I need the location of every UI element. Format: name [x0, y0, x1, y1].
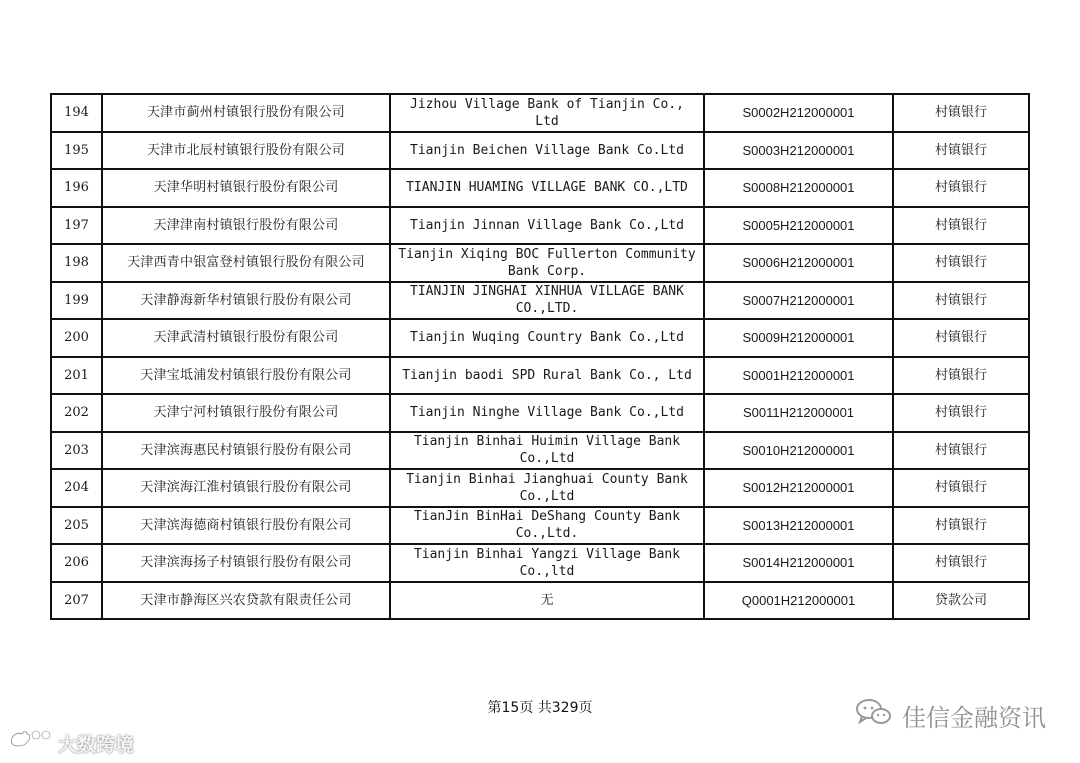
cell-institution-code: S0013H212000001: [704, 507, 893, 545]
cell-chinese-name: 天津静海新华村镇银行股份有限公司: [102, 282, 390, 320]
cell-english-name: 无: [390, 582, 704, 620]
cell-institution-code: S0007H212000001: [704, 282, 893, 320]
institution-table: [50, 93, 1030, 620]
cell-chinese-name: 天津市北辰村镇银行股份有限公司: [102, 132, 390, 170]
cell-institution-type: 村镇银行: [893, 357, 1029, 395]
cell-institution-type: 贷款公司: [893, 582, 1029, 620]
cell-serial-number: 206: [51, 544, 102, 582]
cell-institution-type: 村镇银行: [893, 432, 1029, 470]
table-row: [51, 507, 1029, 545]
cell-institution-type: 村镇银行: [893, 544, 1029, 582]
table-row: [51, 469, 1029, 507]
cell-institution-code: S0005H212000001: [704, 207, 893, 245]
cell-english-name: Tianjin Ninghe Village Bank Co.,Ltd: [390, 394, 704, 432]
table-body: [51, 94, 1029, 619]
cell-institution-code: S0012H212000001: [704, 469, 893, 507]
table-row: [51, 169, 1029, 207]
cell-english-name: Tianjin Binhai Jianghuai County Bank Co.,Ltd: [390, 469, 704, 507]
table-row: [51, 394, 1029, 432]
cell-institution-type: 村镇银行: [893, 469, 1029, 507]
table-row: [51, 282, 1029, 320]
table-row: [51, 544, 1029, 582]
cell-chinese-name: 天津宝坻浦发村镇银行股份有限公司: [102, 357, 390, 395]
cell-serial-number: 198: [51, 244, 102, 282]
cell-institution-code: S0003H212000001: [704, 132, 893, 170]
table-row: [51, 244, 1029, 282]
cell-english-name: Tianjin Xiqing BOC Fullerton Community Bank Corp.: [390, 244, 704, 282]
page-number: 第15页 共329页: [487, 700, 593, 716]
cell-chinese-name: 天津滨海扬子村镇银行股份有限公司: [102, 544, 390, 582]
cell-serial-number: 197: [51, 207, 102, 245]
cell-chinese-name: 天津宁河村镇银行股份有限公司: [102, 394, 390, 432]
cell-institution-type: 村镇银行: [893, 169, 1029, 207]
cell-institution-type: 村镇银行: [893, 132, 1029, 170]
cell-institution-type: 村镇银行: [893, 319, 1029, 357]
cell-chinese-name: 天津市静海区兴农贷款有限责任公司: [102, 582, 390, 620]
cell-institution-code: S0009H212000001: [704, 319, 893, 357]
watermark-left-text: 大数跨境: [58, 734, 135, 756]
cell-chinese-name: 天津滨海惠民村镇银行股份有限公司: [102, 432, 390, 470]
weibo-logo-icon: [8, 726, 54, 761]
cell-institution-code: S0008H212000001: [704, 169, 893, 207]
cell-serial-number: 194: [51, 94, 102, 132]
table-row: [51, 357, 1029, 395]
cell-serial-number: 195: [51, 132, 102, 170]
table-row: [51, 207, 1029, 245]
cell-serial-number: 203: [51, 432, 102, 470]
cell-serial-number: 202: [51, 394, 102, 432]
cell-chinese-name: 天津西青中银富登村镇银行股份有限公司: [102, 244, 390, 282]
cell-institution-code: S0002H212000001: [704, 94, 893, 132]
cell-english-name: TianJin BinHai DeShang County Bank Co.,Ltd.: [390, 507, 704, 545]
table-row: [51, 582, 1029, 620]
wechat-logo-icon: [854, 697, 894, 733]
document-page: [50, 93, 1028, 620]
cell-institution-type: 村镇银行: [893, 507, 1029, 545]
cell-institution-code: S0006H212000001: [704, 244, 893, 282]
cell-institution-code: S0001H212000001: [704, 357, 893, 395]
cell-serial-number: 207: [51, 582, 102, 620]
cell-english-name: Tianjin Binhai Huimin Village Bank Co.,Ltd: [390, 432, 704, 470]
cell-english-name: TIANJIN JINGHAI XINHUA VILLAGE BANK CO.,LTD.: [390, 282, 704, 320]
cell-institution-type: 村镇银行: [893, 282, 1029, 320]
cell-chinese-name: 天津华明村镇银行股份有限公司: [102, 169, 390, 207]
table-row: [51, 132, 1029, 170]
cell-chinese-name: 天津武清村镇银行股份有限公司: [102, 319, 390, 357]
cell-serial-number: 200: [51, 319, 102, 357]
cell-english-name: Tianjin Binhai Yangzi Village Bank Co.,ltd: [390, 544, 704, 582]
table-row: [51, 94, 1029, 132]
cell-institution-type: 村镇银行: [893, 207, 1029, 245]
cell-institution-code: S0010H212000001: [704, 432, 893, 470]
cell-serial-number: 201: [51, 357, 102, 395]
table-row: [51, 319, 1029, 357]
cell-english-name: Tianjin Jinnan Village Bank Co.,Ltd: [390, 207, 704, 245]
cell-english-name: Jizhou Village Bank of Tianjin Co., Ltd: [390, 94, 704, 132]
cell-chinese-name: 天津市蓟州村镇银行股份有限公司: [102, 94, 390, 132]
cell-english-name: Tianjin Wuqing Country Bank Co.,Ltd: [390, 319, 704, 357]
cell-serial-number: 196: [51, 169, 102, 207]
cell-institution-type: 村镇银行: [893, 94, 1029, 132]
cell-english-name: Tianjin Beichen Village Bank Co.Ltd: [390, 132, 704, 170]
table-row: [51, 432, 1029, 470]
watermark-right-text: 佳信金融资讯: [902, 703, 1046, 732]
cell-institution-code: Q0001H212000001: [704, 582, 893, 620]
cell-institution-code: S0014H212000001: [704, 544, 893, 582]
cell-english-name: TIANJIN HUAMING VILLAGE BANK CO.,LTD: [390, 169, 704, 207]
cell-institution-type: 村镇银行: [893, 244, 1029, 282]
cell-serial-number: 204: [51, 469, 102, 507]
cell-chinese-name: 天津滨海德商村镇银行股份有限公司: [102, 507, 390, 545]
cell-english-name: Tianjin baodi SPD Rural Bank Co., Ltd: [390, 357, 704, 395]
cell-institution-type: 村镇银行: [893, 394, 1029, 432]
cell-serial-number: 199: [51, 282, 102, 320]
cell-chinese-name: 天津津南村镇银行股份有限公司: [102, 207, 390, 245]
watermark-left: [8, 726, 134, 761]
cell-serial-number: 205: [51, 507, 102, 545]
cell-chinese-name: 天津滨海江淮村镇银行股份有限公司: [102, 469, 390, 507]
cell-institution-code: S0011H212000001: [704, 394, 893, 432]
watermark-right: [854, 697, 1046, 733]
